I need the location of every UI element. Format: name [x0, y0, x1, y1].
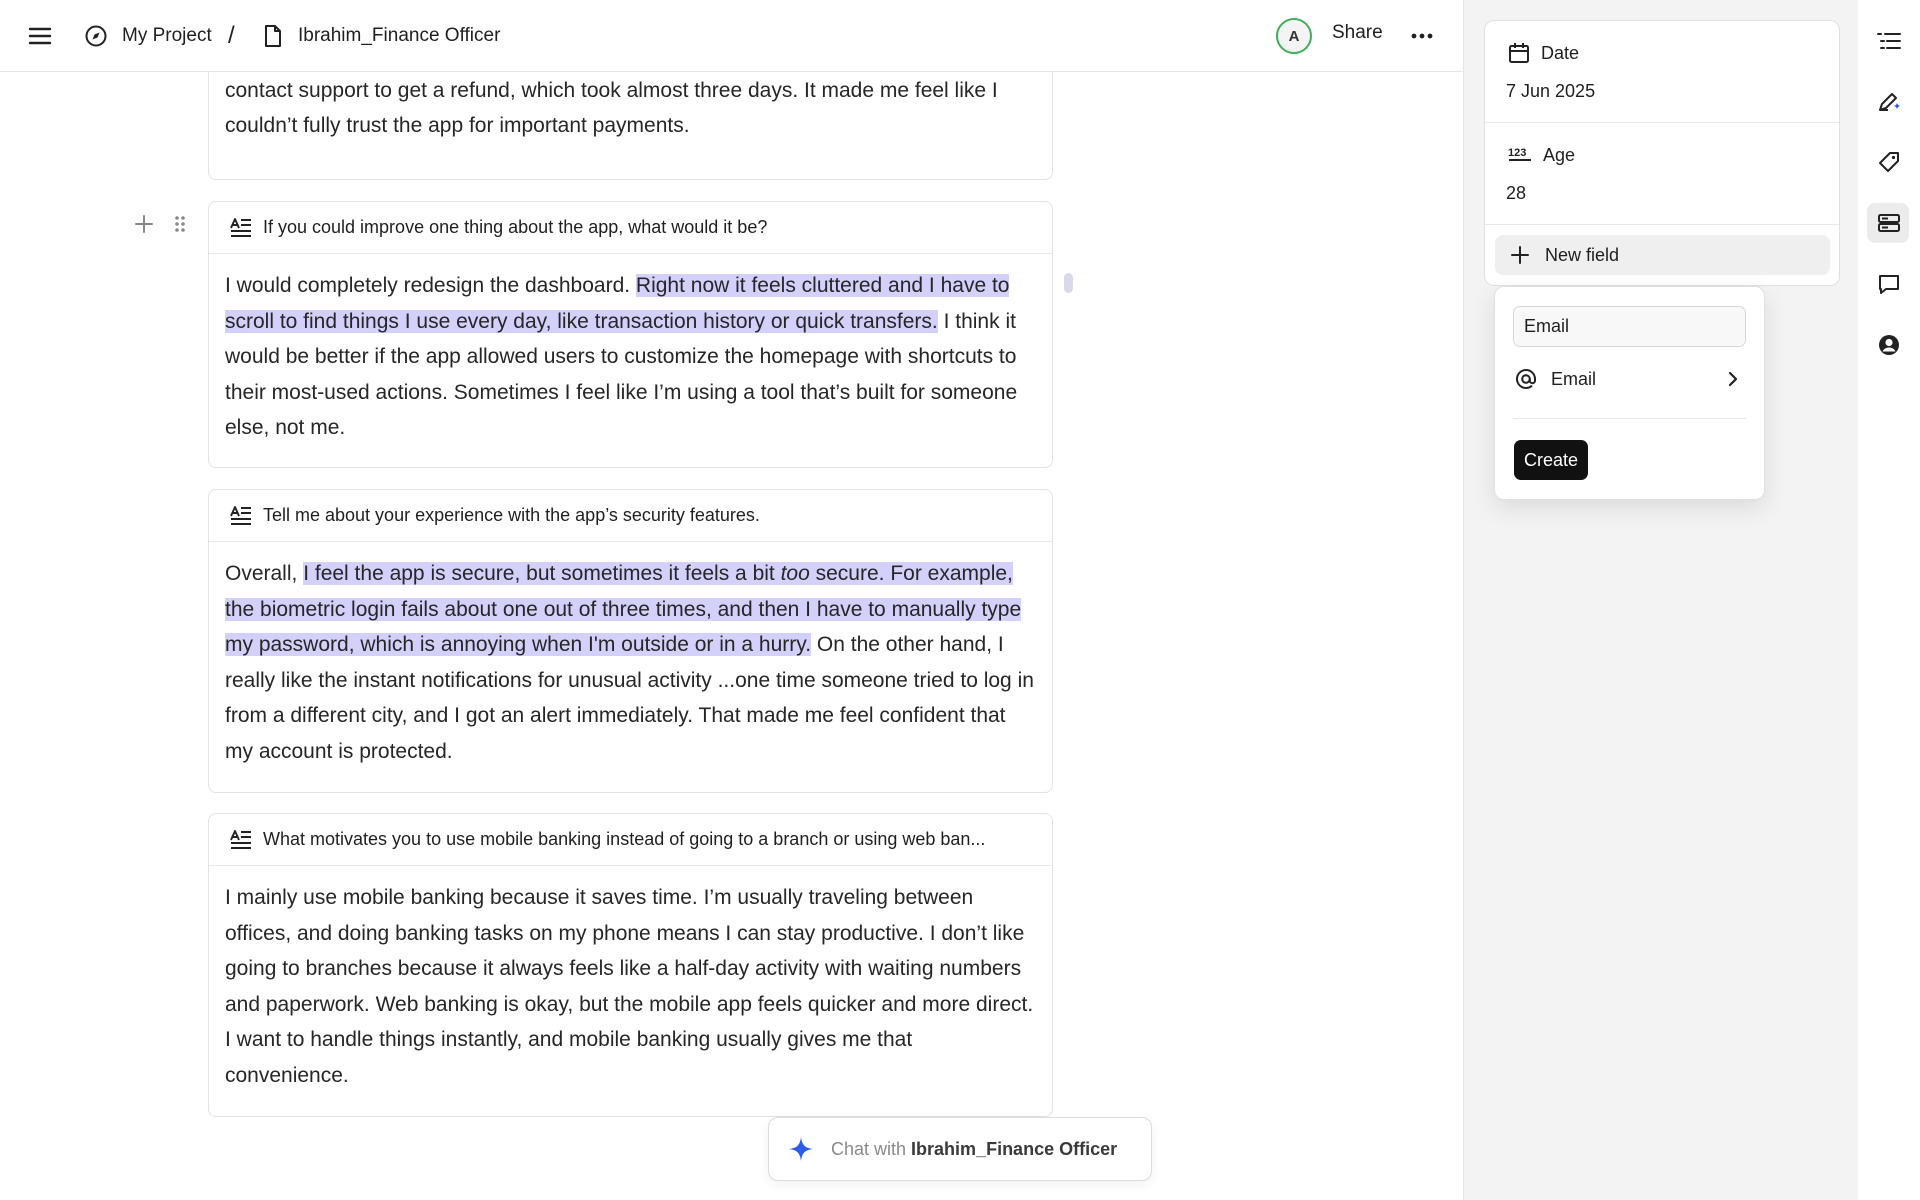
answer-card	[208, 813, 1053, 1117]
question-header	[209, 490, 1052, 542]
answer-text	[209, 254, 1052, 462]
create-button[interactable]: Create	[1514, 440, 1588, 480]
plus-icon	[1509, 244, 1531, 266]
text-block-icon	[229, 505, 253, 527]
answer-segment: I think it would be better if the app allowed users to customize the homepage with shortcuts to their most-used actions. Sometimes I feel like I’m using a tool that’s built for someone else, not me.	[225, 309, 1018, 439]
pen-sparkle-icon	[1876, 88, 1902, 114]
comment-icon	[1877, 272, 1901, 296]
properties-icon	[1877, 212, 1901, 234]
chat-prefix: Chat with	[831, 1138, 907, 1159]
calendar-icon	[1507, 41, 1531, 65]
property-date[interactable]	[1485, 21, 1839, 123]
answer-text: I mainly use mobile banking because it saves time. I’m usually traveling between offices, and doing banking tasks on my phone means I can stay productive. I don’t like going to branches because it always feels like a half-day activity with waiting numbers and paperwork. Web banking is okay, but the mobile app feels quicker and more direct. I want to handle things instantly, and mobile banking usually gives me that convenience.	[225, 886, 1034, 1087]
number-icon	[1507, 143, 1533, 167]
highlight-part: I feel the app is secure, but sometimes it feels a bit	[303, 562, 781, 585]
answer-segment: Overall,	[225, 562, 304, 585]
top-bar	[0, 0, 1463, 72]
answer-text	[209, 542, 1052, 785]
answer-segment: On the other hand, I really like the instant notifications for unusual activity ...one time someone tried to log in from a different city, and I got an alert immediately. That made me feel confident that my account is protected.	[225, 633, 1034, 763]
question-text: What motivates you to use mobile banking instead of going to a branch or using web ban...	[263, 829, 986, 849]
chat-target-name: Ibrahim_Finance Officer	[911, 1138, 1118, 1159]
rail-comments-button[interactable]	[1858, 264, 1920, 304]
question-header	[209, 202, 1052, 254]
field-name-input[interactable]	[1513, 306, 1746, 347]
divider	[1513, 418, 1746, 419]
answer-card	[208, 489, 1053, 793]
outline-list-icon	[1876, 29, 1902, 53]
side-rail	[1858, 0, 1920, 1200]
new-field-popover	[1494, 286, 1765, 500]
rail-edit-button[interactable]	[1858, 81, 1920, 121]
rail-outline-button[interactable]	[1858, 21, 1920, 61]
svg-text:123: 123	[1508, 147, 1527, 159]
property-label	[1507, 41, 1579, 65]
breadcrumb-separator: /	[228, 22, 235, 49]
avatar[interactable]: A	[1276, 18, 1312, 54]
breadcrumb-project[interactable]	[84, 0, 212, 72]
properties-panel	[1463, 0, 1858, 1200]
compass-icon	[84, 24, 108, 48]
answer-text: contact support to get a refund, which took almost three days. It made me feel like I couldn’t fully trust the app for important payments.	[225, 78, 998, 137]
more-options-icon[interactable]	[1408, 22, 1436, 50]
highlight-emphasis: too	[780, 562, 810, 585]
age-label: Age	[1543, 144, 1576, 165]
sparkle-icon	[787, 1135, 815, 1163]
question-text: Tell me about your experience with the app’s security features.	[263, 505, 760, 525]
drag-handle-icon[interactable]	[172, 212, 188, 236]
document-icon	[262, 24, 284, 48]
chevron-right-icon	[1726, 371, 1740, 387]
property-label	[1507, 143, 1575, 167]
share-button[interactable]: Share	[1332, 22, 1383, 43]
add-block-icon[interactable]	[132, 212, 156, 236]
text-block-icon	[229, 217, 253, 239]
user-circle-icon	[1877, 333, 1901, 357]
rail-properties-button[interactable]	[1858, 203, 1920, 243]
scroll-indicator[interactable]	[1064, 273, 1073, 293]
date-value[interactable]: 7 Jun 2025	[1506, 81, 1596, 101]
rail-tags-button[interactable]	[1858, 142, 1920, 182]
text-block-icon	[229, 829, 253, 851]
age-value[interactable]: 28	[1506, 183, 1527, 203]
breadcrumb-project-label: My Project	[122, 25, 212, 46]
breadcrumb-document-label: Ibrahim_Finance Officer	[298, 25, 501, 46]
field-type-label: Email	[1551, 368, 1597, 389]
highlighted-segment[interactable]: Right now it feels cluttered and I have to scroll to find things I use every day, like transaction history or quick transfers.	[225, 274, 1010, 333]
at-sign-icon	[1515, 368, 1537, 390]
field-type-select[interactable]	[1513, 359, 1746, 399]
date-label: Date	[1541, 42, 1580, 63]
menu-icon[interactable]	[26, 22, 54, 50]
new-field-button[interactable]	[1495, 235, 1830, 275]
highlight-part: secure. For example, the biometric login fails about one out of three times, and then I have to manually type my password, which is annoying when I'm outside or in a hurry.	[225, 562, 1022, 656]
property-age[interactable]	[1485, 123, 1839, 225]
answer-segment: I would completely redesign the dashboard.	[225, 274, 636, 297]
properties-card	[1484, 20, 1840, 286]
rail-participant-button[interactable]	[1858, 325, 1920, 365]
question-header	[209, 814, 1052, 866]
tag-icon	[1877, 150, 1901, 174]
breadcrumb-document[interactable]	[262, 0, 500, 72]
new-field-label: New field	[1545, 244, 1620, 265]
question-text: If you could improve one thing about the app, what would it be?	[263, 217, 768, 237]
answer-card	[208, 201, 1053, 468]
chat-bar[interactable]	[768, 1117, 1152, 1181]
